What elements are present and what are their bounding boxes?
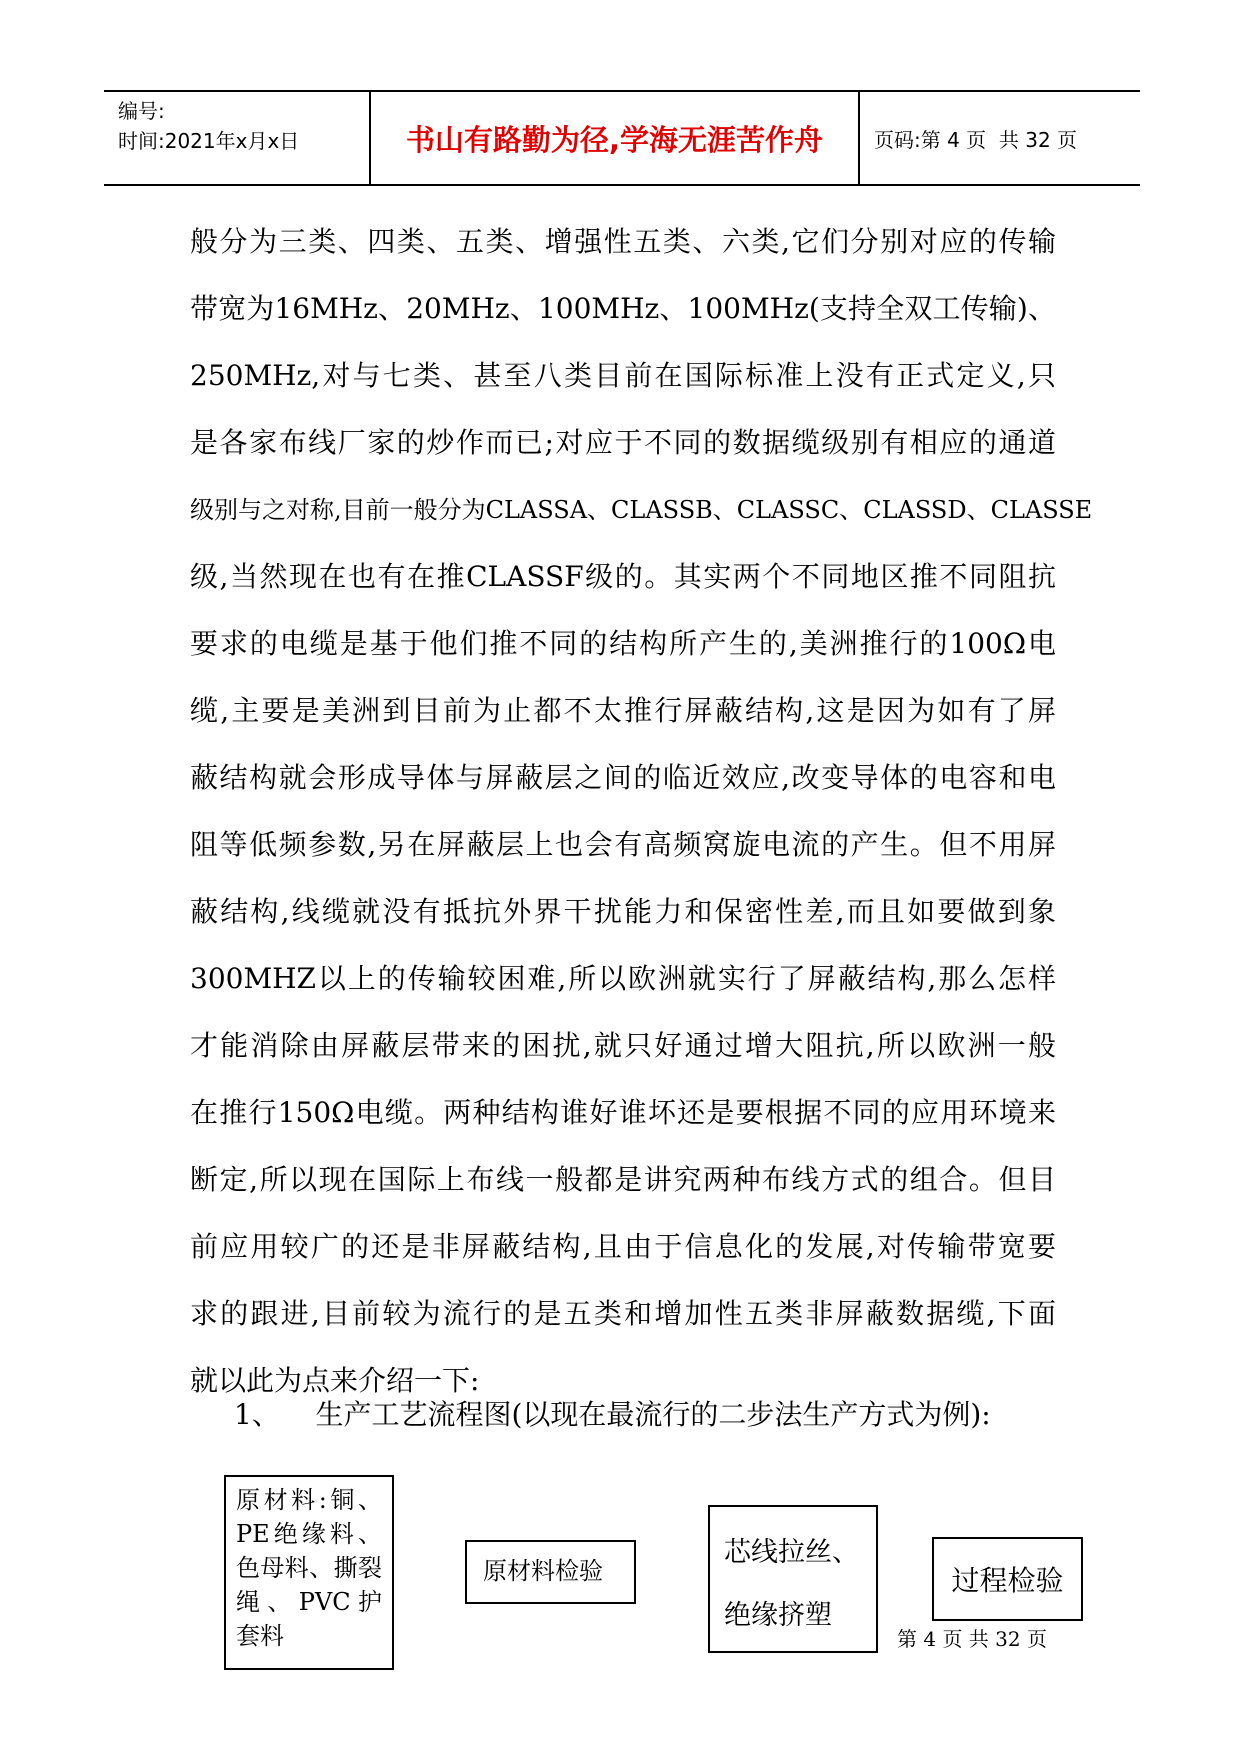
flow-box-material-inspection: 原材料检验 xyxy=(465,1540,636,1604)
flow-box-line: 绝缘挤塑 xyxy=(724,1600,832,1631)
header-page-info: 页码:第 4 页 共 32 页 xyxy=(874,127,1078,152)
paragraph-line: 阻等低频参数,另在屏蔽层上也会有高频窝旋电流的产生。但不用屏 xyxy=(190,828,1056,861)
flow-box-line: 芯线拉丝、 xyxy=(724,1537,859,1568)
paragraph-line: 前应用较广的还是非屏蔽结构,且由于信息化的发展,对传输带宽要 xyxy=(190,1230,1056,1263)
paragraph-line: 要求的电缆是基于他们推不同的结构所产生的,美洲推行的100Ω电 xyxy=(190,627,1056,660)
paragraph-line: 级别与之对称,目前一般分为CLASSA、CLASSB、CLASSC、CLASSD、CLASSE xyxy=(190,496,1093,524)
step-heading xyxy=(234,1395,991,1435)
paragraph-line: 缆,主要是美洲到目前为止都不太推行屏蔽结构,这是因为如有了屏 xyxy=(190,694,1056,727)
paragraph-line: 求的跟进,目前较为流行的是五类和增加性五类非屏蔽数据缆,下面 xyxy=(190,1297,1056,1330)
paragraph-line: 250MHz,对与七类、甚至八类目前在国际标准上没有正式定义,只 xyxy=(190,359,1056,392)
paragraph-line: 在推行150Ω电缆。两种结构谁好谁坏还是要根据不同的应用环境来 xyxy=(190,1096,1056,1129)
header-divider xyxy=(858,92,860,184)
flow-box-process-inspection: 过程检验 xyxy=(932,1537,1083,1621)
header-meta xyxy=(118,96,299,156)
flow-box-raw-materials: 原材料:铜、PE绝缘料、色母料、撕裂绳、PVC护套料 xyxy=(224,1475,394,1670)
header-motto: 书山有路勤为径,学海无涯苦作舟 xyxy=(405,122,824,157)
page-footer: 第 4 页 共 32 页 xyxy=(897,1627,1047,1651)
flow-box-drawing-extrusion xyxy=(708,1505,878,1653)
paragraph-line: 300MHZ以上的传输较困难,所以欧洲就实行了屏蔽结构,那么怎样 xyxy=(190,962,1056,995)
step-number: 1、 xyxy=(234,1398,280,1431)
paragraph-line: 才能消除由屏蔽层带来的困扰,就只好通过增大阻抗,所以欧洲一般 xyxy=(190,1029,1056,1062)
page-header xyxy=(104,90,1140,186)
paragraph-line: 带宽为16MHz、20MHz、100MHz、100MHz(支持全双工传输)、 xyxy=(190,292,1056,325)
paragraph-line: 是各家布线厂家的炒作而已;对应于不同的数据缆级别有相应的通道 xyxy=(190,426,1056,459)
paragraph-line: 蔽结构就会形成导体与屏蔽层之间的临近效应,改变导体的电容和电 xyxy=(190,761,1056,794)
step-title: 生产工艺流程图(以现在最流行的二步法生产方式为例): xyxy=(315,1398,991,1431)
serial-label: 编号: xyxy=(118,99,165,123)
paragraph-line: 蔽结构,线缆就没有抵抗外界干扰能力和保密性差,而且如要做到象 xyxy=(190,895,1056,928)
paragraph-line: 断定,所以现在国际上布线一般都是讲究两种布线方式的组合。但目 xyxy=(190,1163,1056,1196)
paragraph-line: 就以此为点来介绍一下: xyxy=(190,1364,480,1397)
paragraph-line: 级,当然现在也有在推CLASSF级的。其实两个不同地区推不同阻抗 xyxy=(190,560,1056,593)
time-label: 时间:2021年x月x日 xyxy=(118,129,300,153)
body-paragraph xyxy=(190,222,1093,1428)
paragraph-line: 般分为三类、四类、五类、增强性五类、六类,它们分别对应的传输 xyxy=(190,225,1056,258)
